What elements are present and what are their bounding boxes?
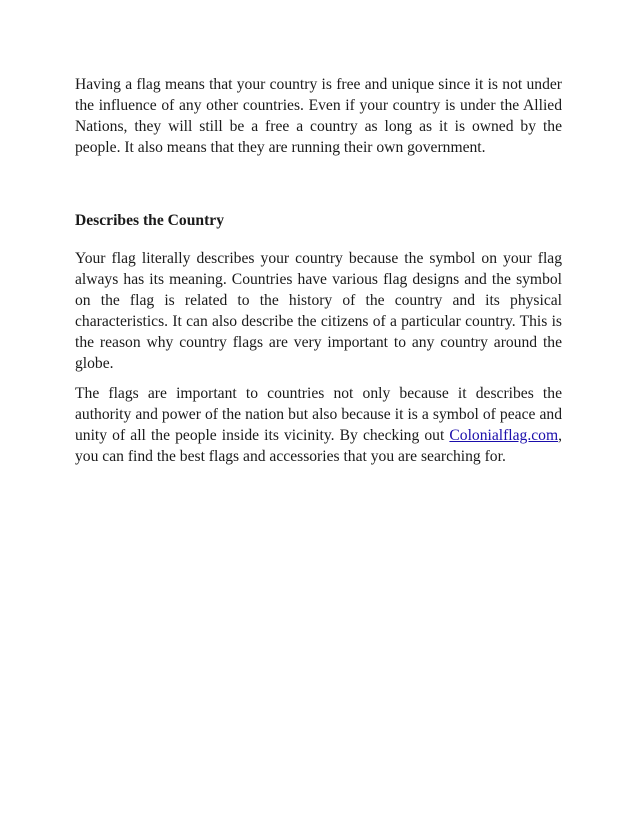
description-paragraph: Your flag literally describes your country because the symbol on your flag always has its meaning. Countries have various flag designs and the symbol on the flag is related to the history of the country and its physical characteristics. It can also describe the citizens of a particular country. This is the reason why country flags are very important to any country around the globe.: [75, 250, 562, 372]
colonialflag-link[interactable]: Colonialflag.com: [449, 427, 559, 444]
closing-paragraph-start: The flags are important to countries not only because it describes the authority and power of the nation but also because it is a symbol of peace and unity of all the people inside its vicinity. By checking out: [75, 385, 562, 444]
closing-paragraph-end: , you can find the best flags and accessories that you are searching for.: [75, 427, 562, 465]
section-heading: Describes the Country: [75, 212, 224, 229]
closing-paragraph: [75, 383, 562, 467]
intro-paragraph: Having a flag means that your country is free and unique since it is not under the influence of any other countries. Even if your country is under the Allied Nations, they will still be a free a country as long as it is owned by the people. It also means that they are running their own government.: [75, 76, 562, 156]
